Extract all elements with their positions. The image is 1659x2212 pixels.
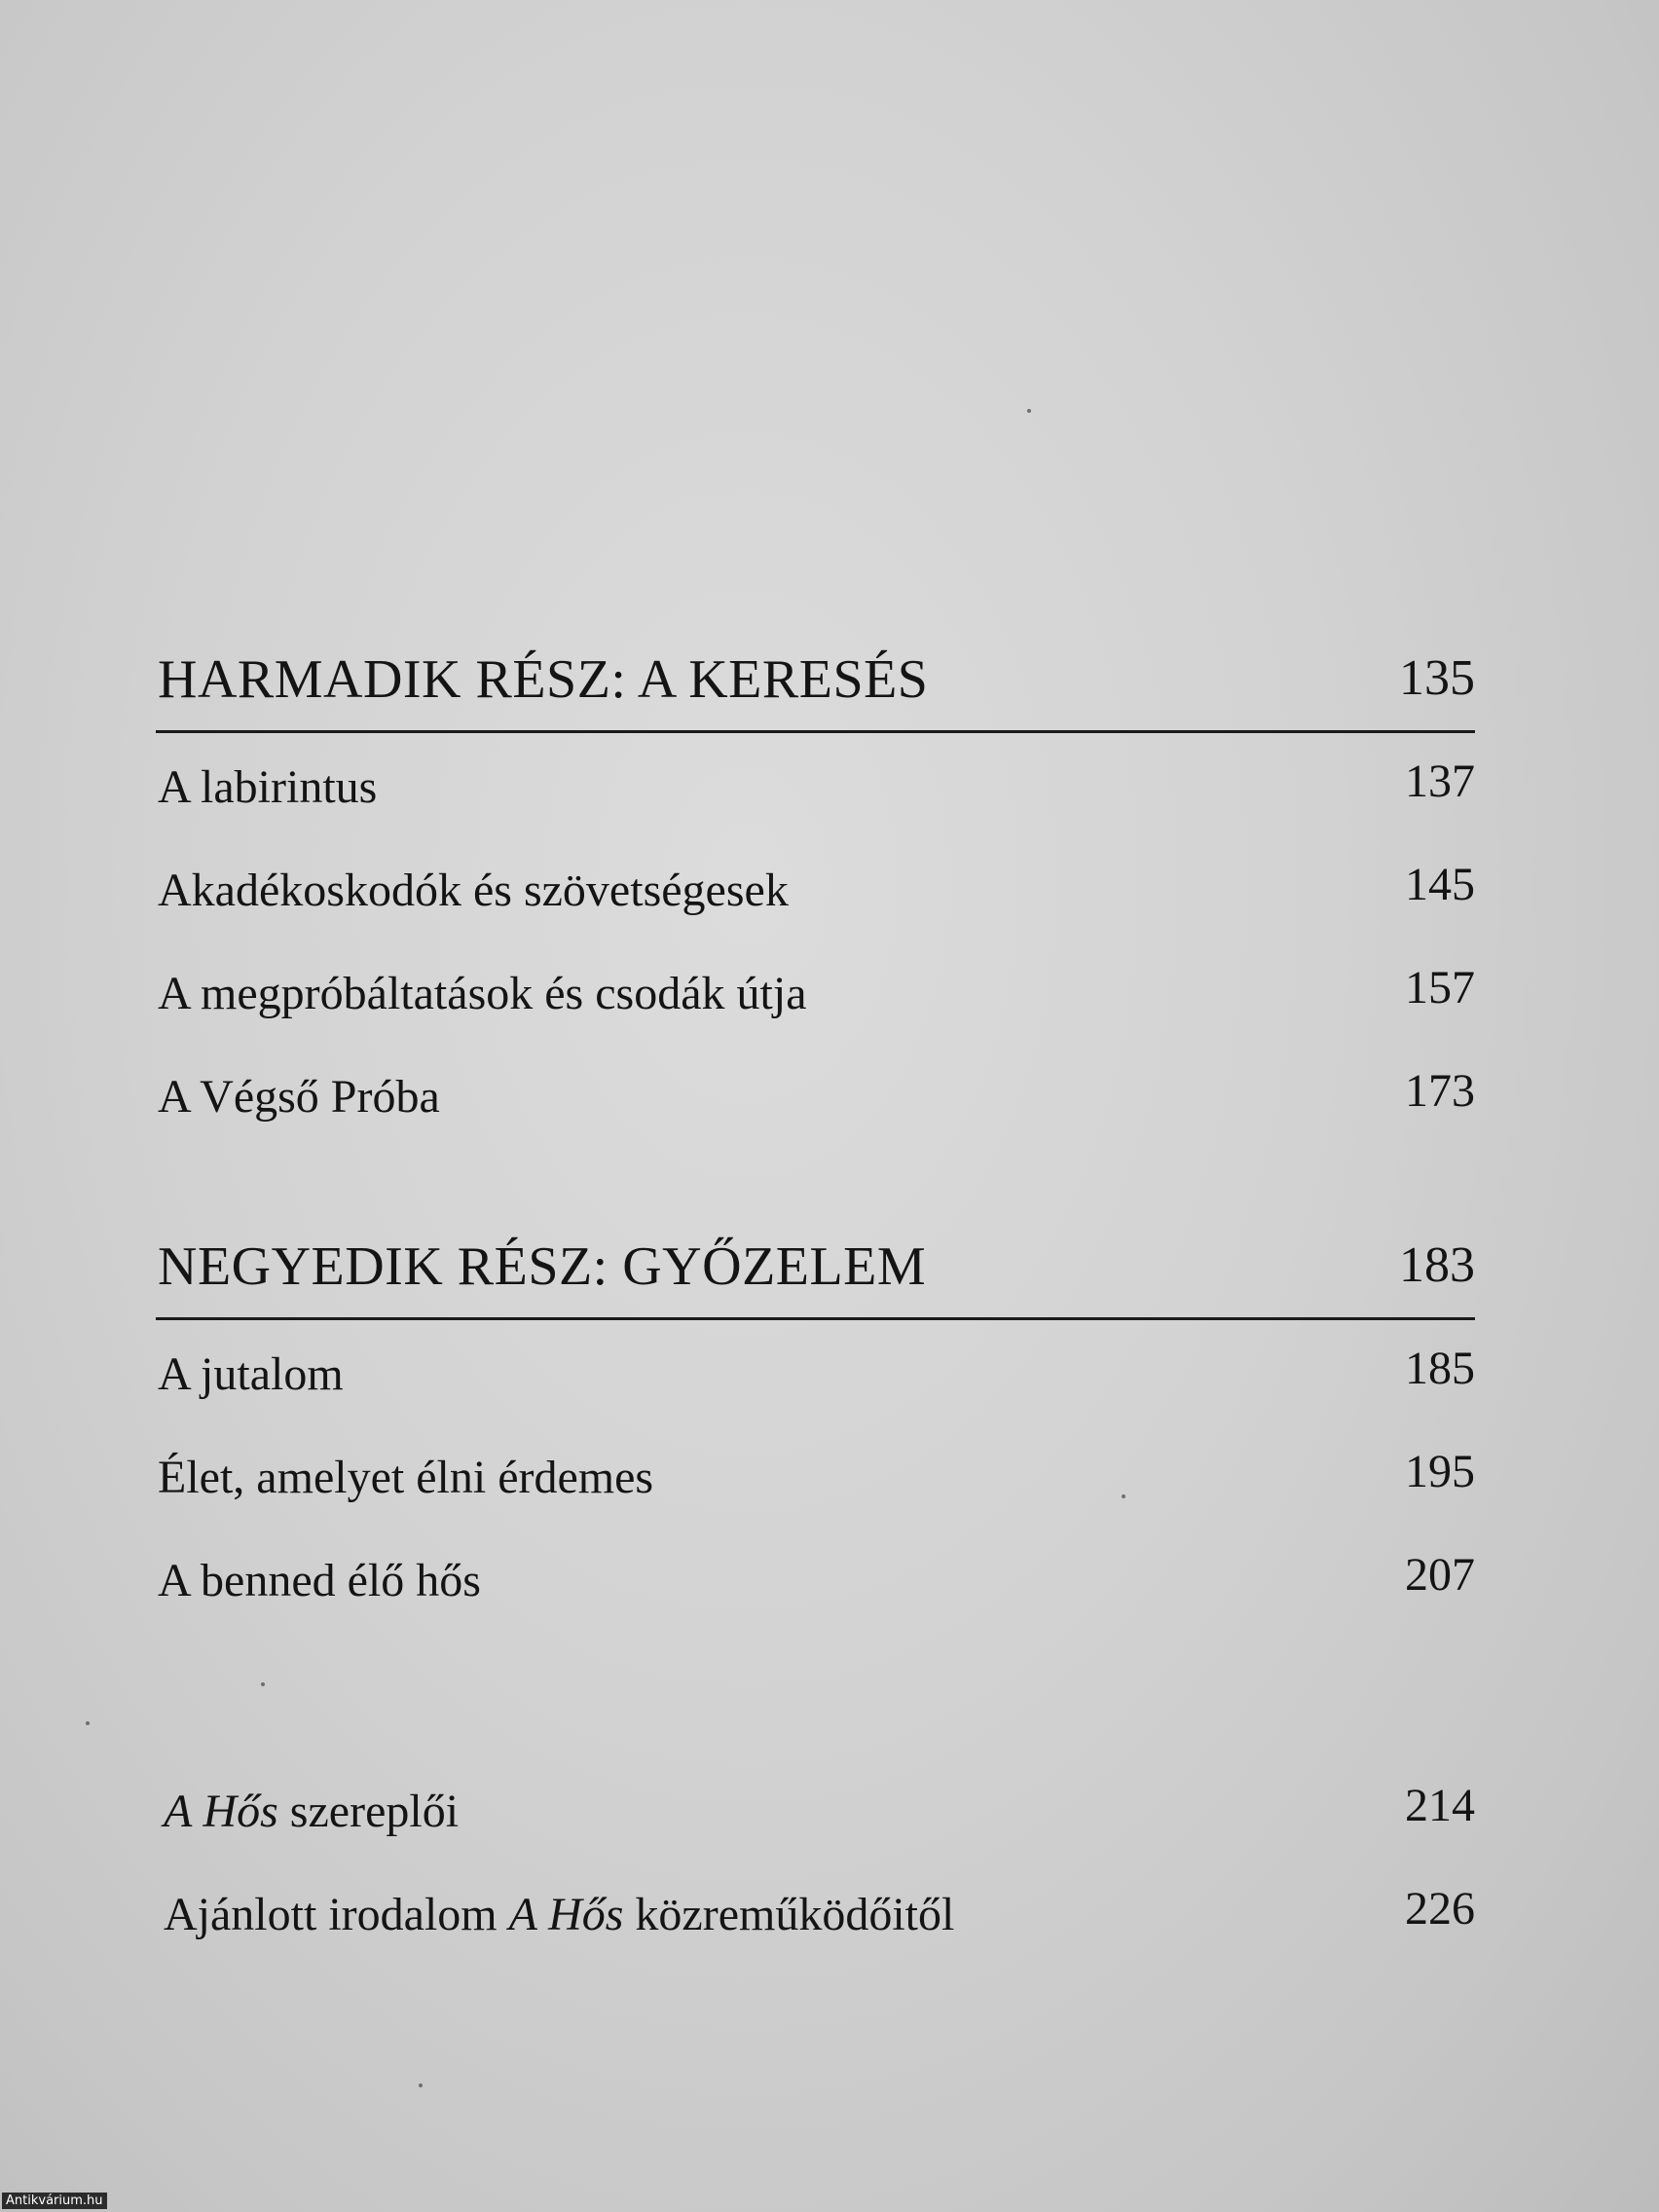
toc-entry-title: A jutalom — [158, 1348, 344, 1400]
toc-entry-page: 157 — [1405, 962, 1475, 1014]
toc-entry-title: Akadékoskodók és szövetségesek — [158, 865, 789, 916]
toc-entry-page: 137 — [1405, 756, 1475, 807]
toc-entry-page: 173 — [1405, 1065, 1475, 1117]
toc-entry — [156, 1527, 1475, 1630]
toc-entry-title: A labirintus — [158, 761, 378, 813]
toc-entry-page: 195 — [1405, 1446, 1475, 1497]
appendix-section — [162, 1757, 1475, 1964]
paper-speck — [1122, 1494, 1125, 1498]
toc-entry-title: Élet, amelyet élni érdemes — [158, 1452, 654, 1503]
toc-entry — [156, 940, 1475, 1043]
toc-entry — [156, 733, 1475, 836]
paper-speck — [419, 2083, 423, 2087]
section-negyedik-resz — [156, 1230, 1475, 1630]
toc-entry-title: A Végső Próba — [158, 1071, 440, 1123]
toc-entry-title: A benned élő hős — [158, 1555, 481, 1606]
section-page-number: 135 — [1399, 650, 1475, 706]
entry-title-prefix: Ajánlott irodalom — [164, 1889, 509, 1940]
toc-entry-page: 185 — [1405, 1343, 1475, 1394]
paper-speck — [1027, 409, 1031, 413]
entry-title-rest: szereplői — [277, 1786, 460, 1837]
toc-entry-title — [164, 1888, 954, 1941]
section-harmadik-resz — [156, 643, 1475, 1146]
toc-entry-title: A megpróbáltatások és csodák útja — [158, 968, 807, 1019]
paper-speck — [86, 1721, 90, 1725]
toc-entry — [156, 1423, 1475, 1527]
toc-entry-title — [164, 1785, 459, 1838]
toc-entry — [162, 1861, 1475, 1964]
section-page-number: 183 — [1399, 1237, 1475, 1293]
section-header — [156, 1230, 1475, 1320]
section-title: HARMADIK RÉSZ: A KERESÉS — [158, 649, 929, 710]
toc-entry — [156, 1043, 1475, 1146]
paper-speck — [261, 1682, 265, 1686]
section-header — [156, 643, 1475, 733]
toc-entry-page: 207 — [1405, 1549, 1475, 1601]
toc-entry — [156, 836, 1475, 940]
book-title-italic: A Hős — [164, 1786, 278, 1837]
entry-title-rest: közreműködőitől — [623, 1889, 955, 1940]
watermark-logo: Antikvárium.hu — [2, 2193, 107, 2209]
toc-entry-page: 214 — [1405, 1780, 1475, 1831]
toc-entry-page: 145 — [1405, 859, 1475, 910]
book-title-italic: A Hős — [508, 1889, 624, 1940]
toc-entry — [162, 1757, 1475, 1861]
section-title: NEGYEDIK RÉSZ: GYŐZELEM — [158, 1236, 927, 1297]
toc-entry — [156, 1320, 1475, 1423]
toc-entry-page: 226 — [1405, 1883, 1475, 1935]
